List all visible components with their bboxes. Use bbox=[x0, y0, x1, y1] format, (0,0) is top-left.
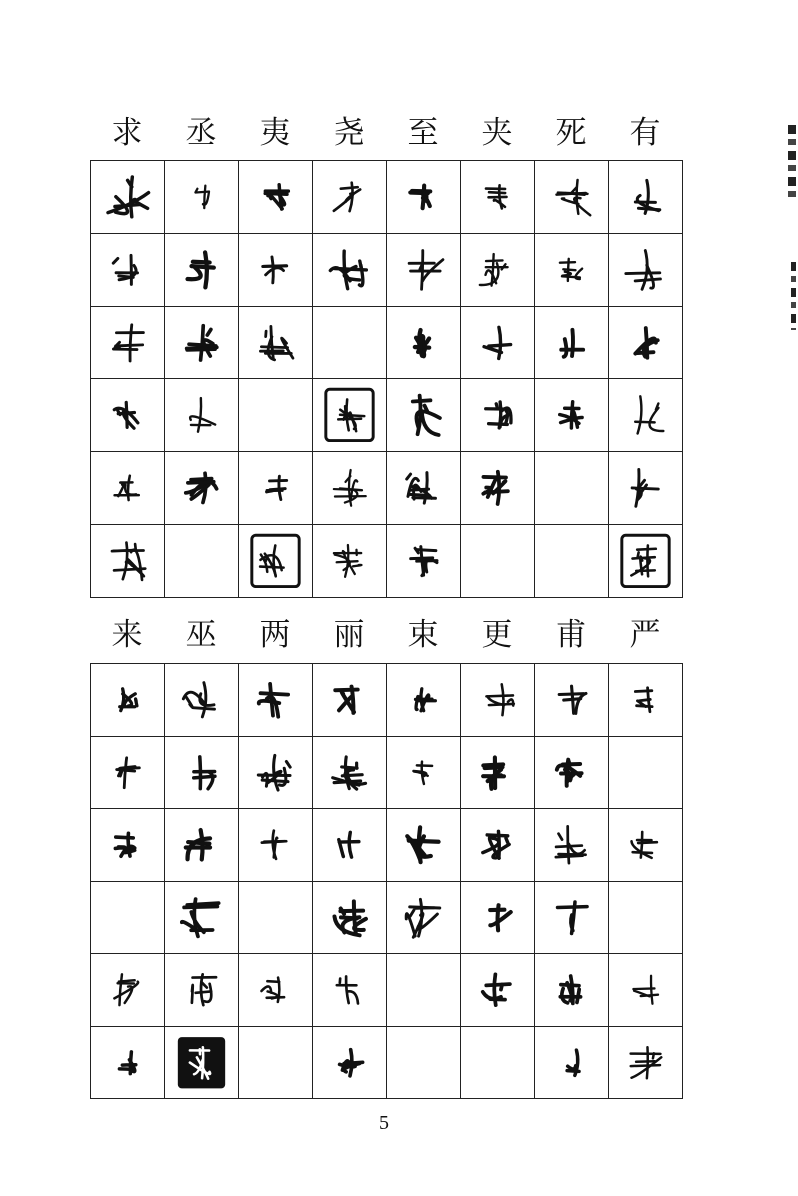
seal-script-table-1 bbox=[90, 160, 683, 598]
seal-script-glyph bbox=[535, 954, 608, 1026]
seal-script-glyph bbox=[535, 307, 608, 379]
seal-script-glyph bbox=[165, 161, 238, 233]
glyph-cell bbox=[609, 161, 683, 234]
glyph-cell bbox=[461, 161, 535, 234]
glyph-cell bbox=[461, 379, 535, 452]
glyph-cell bbox=[387, 234, 461, 307]
glyph-cell bbox=[239, 525, 313, 598]
seal-script-glyph bbox=[165, 882, 238, 954]
column-header: 更 bbox=[481, 617, 513, 653]
empty-cell bbox=[91, 882, 165, 955]
glyph-cell bbox=[239, 809, 313, 882]
column-header: 丽 bbox=[333, 617, 365, 653]
glyph-cell bbox=[313, 525, 387, 598]
seal-script-glyph bbox=[91, 452, 164, 524]
seal-script-glyph bbox=[313, 1027, 386, 1099]
glyph-cell bbox=[239, 452, 313, 525]
empty-cell bbox=[461, 525, 535, 598]
seal-script-glyph bbox=[91, 954, 164, 1026]
glyph-cell bbox=[535, 809, 609, 882]
seal-script-glyph bbox=[313, 161, 386, 233]
seal-script-glyph bbox=[387, 234, 460, 306]
seal-script-glyph bbox=[165, 809, 238, 881]
seal-script-glyph bbox=[165, 379, 238, 451]
seal-script-table-2 bbox=[90, 663, 683, 1099]
seal-script-glyph bbox=[387, 161, 460, 233]
glyph-cell bbox=[535, 379, 609, 452]
glyph-cell bbox=[461, 737, 535, 810]
glyph-cell bbox=[165, 882, 239, 955]
glyph-cell bbox=[165, 161, 239, 234]
glyph-cell bbox=[239, 307, 313, 380]
seal-script-glyph bbox=[609, 954, 682, 1026]
seal-script-glyph bbox=[609, 234, 682, 306]
seal-script-glyph bbox=[609, 307, 682, 379]
column-header: 死 bbox=[555, 115, 587, 151]
seal-script-glyph bbox=[535, 809, 608, 881]
seal-script-glyph bbox=[461, 452, 534, 524]
empty-cell bbox=[165, 525, 239, 598]
seal-script-glyph bbox=[535, 1027, 608, 1099]
seal-script-glyph bbox=[91, 234, 164, 306]
glyph-cell bbox=[609, 664, 683, 737]
table2-header-row bbox=[90, 617, 683, 653]
glyph-cell bbox=[387, 161, 461, 234]
seal-script-glyph bbox=[239, 452, 312, 524]
seal-script-glyph bbox=[91, 161, 164, 233]
glyph-cell bbox=[535, 234, 609, 307]
empty-cell bbox=[387, 954, 461, 1027]
glyph-cell bbox=[91, 307, 165, 380]
glyph-cell bbox=[91, 234, 165, 307]
glyph-cell bbox=[535, 161, 609, 234]
empty-cell bbox=[535, 452, 609, 525]
column-header: 夹 bbox=[481, 115, 513, 151]
glyph-cell bbox=[535, 664, 609, 737]
glyph-cell bbox=[165, 954, 239, 1027]
glyph-cell bbox=[387, 525, 461, 598]
seal-script-glyph bbox=[387, 379, 460, 451]
glyph-cell bbox=[535, 737, 609, 810]
seal-script-glyph bbox=[535, 737, 608, 809]
column-header: 两 bbox=[259, 617, 291, 653]
glyph-cell bbox=[313, 1027, 387, 1100]
glyph-cell bbox=[387, 809, 461, 882]
glyph-cell bbox=[535, 1027, 609, 1100]
seal-script-glyph bbox=[313, 664, 386, 736]
seal-script-glyph bbox=[91, 525, 164, 597]
seal-script-glyph bbox=[609, 379, 682, 451]
seal-script-glyph bbox=[609, 809, 682, 881]
column-header: 甫 bbox=[555, 617, 587, 653]
seal-script-glyph bbox=[313, 737, 386, 809]
seal-script-glyph bbox=[239, 307, 312, 379]
glyph-cell bbox=[313, 809, 387, 882]
glyph-cell bbox=[91, 525, 165, 598]
glyph-cell bbox=[91, 954, 165, 1027]
glyph-cell bbox=[313, 452, 387, 525]
column-header: 有 bbox=[629, 115, 661, 151]
glyph-cell bbox=[609, 809, 683, 882]
glyph-cell bbox=[165, 737, 239, 810]
glyph-cell bbox=[239, 234, 313, 307]
glyph-cell bbox=[535, 307, 609, 380]
seal-script-glyph bbox=[387, 452, 460, 524]
glyph-cell bbox=[609, 307, 683, 380]
seal-script-glyph bbox=[313, 525, 386, 597]
seal-script-glyph bbox=[461, 379, 534, 451]
seal-script-glyph bbox=[461, 954, 534, 1026]
seal-script-glyph bbox=[535, 379, 608, 451]
seal-script-glyph bbox=[313, 954, 386, 1026]
inverted-seal-glyph bbox=[165, 1027, 238, 1099]
empty-cell bbox=[609, 882, 683, 955]
empty-cell bbox=[313, 307, 387, 380]
seal-script-glyph bbox=[387, 307, 460, 379]
glyph-cell bbox=[313, 954, 387, 1027]
seal-script-glyph bbox=[535, 234, 608, 306]
framed-seal-glyph bbox=[313, 379, 386, 451]
glyph-cell bbox=[313, 161, 387, 234]
glyph-cell bbox=[165, 234, 239, 307]
seal-script-glyph bbox=[387, 882, 460, 954]
seal-script-glyph bbox=[461, 809, 534, 881]
seal-script-glyph bbox=[461, 234, 534, 306]
column-header: 丞 bbox=[185, 115, 217, 151]
seal-script-glyph bbox=[461, 737, 534, 809]
seal-script-glyph bbox=[91, 1027, 164, 1099]
seal-script-glyph bbox=[535, 161, 608, 233]
empty-cell bbox=[239, 379, 313, 452]
glyph-cell bbox=[239, 161, 313, 234]
seal-script-glyph bbox=[535, 882, 608, 954]
seal-script-glyph bbox=[313, 809, 386, 881]
glyph-cell bbox=[609, 379, 683, 452]
scan-edge-mark bbox=[791, 262, 796, 330]
glyph-cell bbox=[313, 882, 387, 955]
seal-script-glyph bbox=[239, 737, 312, 809]
glyph-cell bbox=[609, 525, 683, 598]
scan-edge-mark bbox=[788, 125, 796, 200]
seal-script-glyph bbox=[91, 307, 164, 379]
glyph-cell bbox=[91, 379, 165, 452]
glyph-cell bbox=[313, 664, 387, 737]
glyph-cell bbox=[387, 737, 461, 810]
glyph-cell bbox=[91, 161, 165, 234]
glyph-cell bbox=[165, 664, 239, 737]
glyph-cell bbox=[461, 452, 535, 525]
glyph-cell bbox=[461, 882, 535, 955]
framed-seal-glyph bbox=[239, 525, 312, 597]
glyph-cell bbox=[165, 379, 239, 452]
seal-script-glyph bbox=[91, 664, 164, 736]
glyph-cell bbox=[387, 379, 461, 452]
seal-script-glyph bbox=[387, 664, 460, 736]
seal-script-glyph bbox=[239, 954, 312, 1026]
glyph-cell bbox=[165, 452, 239, 525]
glyph-cell bbox=[387, 452, 461, 525]
seal-script-glyph bbox=[165, 954, 238, 1026]
empty-cell bbox=[239, 882, 313, 955]
seal-script-glyph bbox=[239, 664, 312, 736]
glyph-cell bbox=[535, 954, 609, 1027]
seal-script-glyph bbox=[461, 307, 534, 379]
seal-script-glyph bbox=[461, 882, 534, 954]
glyph-cell bbox=[165, 809, 239, 882]
glyph-cell bbox=[461, 809, 535, 882]
glyph-cell bbox=[91, 1027, 165, 1100]
seal-script-glyph bbox=[165, 307, 238, 379]
column-header: 夷 bbox=[259, 115, 291, 151]
glyph-cell bbox=[387, 664, 461, 737]
seal-script-glyph bbox=[165, 452, 238, 524]
column-header: 求 bbox=[111, 115, 143, 151]
seal-script-glyph bbox=[609, 452, 682, 524]
empty-cell bbox=[535, 525, 609, 598]
seal-script-glyph bbox=[91, 737, 164, 809]
glyph-cell bbox=[461, 307, 535, 380]
empty-cell bbox=[609, 737, 683, 810]
glyph-cell bbox=[461, 234, 535, 307]
seal-script-glyph bbox=[387, 737, 460, 809]
seal-script-glyph bbox=[165, 664, 238, 736]
seal-script-glyph bbox=[313, 882, 386, 954]
column-header: 严 bbox=[629, 617, 661, 653]
framed-seal-glyph bbox=[609, 525, 682, 597]
glyph-cell bbox=[313, 234, 387, 307]
seal-script-glyph bbox=[239, 809, 312, 881]
table1-header-row bbox=[90, 115, 683, 151]
seal-script-glyph bbox=[609, 161, 682, 233]
glyph-cell bbox=[609, 452, 683, 525]
empty-cell bbox=[461, 1027, 535, 1100]
glyph-cell bbox=[609, 954, 683, 1027]
seal-script-glyph bbox=[461, 664, 534, 736]
glyph-cell bbox=[535, 882, 609, 955]
seal-script-glyph bbox=[165, 737, 238, 809]
glyph-cell bbox=[461, 664, 535, 737]
glyph-cell bbox=[165, 307, 239, 380]
column-header: 巫 bbox=[185, 617, 217, 653]
seal-script-glyph bbox=[239, 234, 312, 306]
column-header: 至 bbox=[407, 115, 439, 151]
seal-script-glyph bbox=[165, 234, 238, 306]
page-number: 5 bbox=[379, 1112, 389, 1134]
seal-script-glyph bbox=[461, 161, 534, 233]
glyph-cell bbox=[239, 954, 313, 1027]
glyph-cell bbox=[461, 954, 535, 1027]
column-header: 来 bbox=[111, 617, 143, 653]
empty-cell bbox=[239, 1027, 313, 1100]
column-header: 尧 bbox=[333, 115, 365, 151]
empty-cell bbox=[387, 1027, 461, 1100]
glyph-cell bbox=[609, 1027, 683, 1100]
glyph-cell bbox=[313, 379, 387, 452]
seal-script-glyph bbox=[91, 809, 164, 881]
seal-script-glyph bbox=[239, 161, 312, 233]
column-header: 束 bbox=[407, 617, 439, 653]
seal-script-glyph bbox=[609, 1027, 682, 1099]
seal-script-glyph bbox=[535, 664, 608, 736]
glyph-cell bbox=[313, 737, 387, 810]
glyph-cell bbox=[91, 664, 165, 737]
seal-script-glyph bbox=[387, 525, 460, 597]
seal-script-glyph bbox=[313, 234, 386, 306]
glyph-cell bbox=[91, 452, 165, 525]
seal-script-glyph bbox=[313, 452, 386, 524]
glyph-cell bbox=[609, 234, 683, 307]
glyph-cell bbox=[91, 737, 165, 810]
seal-script-glyph bbox=[387, 809, 460, 881]
glyph-cell bbox=[387, 882, 461, 955]
glyph-cell bbox=[91, 809, 165, 882]
seal-script-glyph bbox=[609, 664, 682, 736]
glyph-cell bbox=[165, 1027, 239, 1100]
seal-script-glyph bbox=[91, 379, 164, 451]
glyph-cell bbox=[387, 307, 461, 380]
glyph-cell bbox=[239, 737, 313, 810]
glyph-cell bbox=[239, 664, 313, 737]
